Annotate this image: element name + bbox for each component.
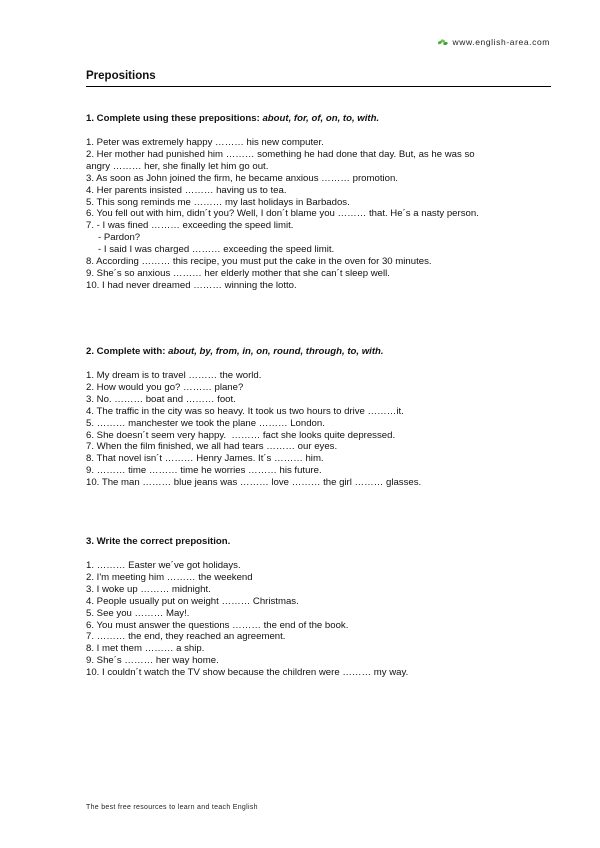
exercise-section-2 <box>86 346 556 489</box>
exercise-list <box>86 137 556 292</box>
exercise-item: 4. People usually put on weight ……… Christmas. <box>86 595 299 607</box>
exercise-item: 3. I woke up ……… midnight. <box>86 583 211 595</box>
exercise-item: 8. I met them ……… a ship. <box>86 643 205 655</box>
exercise-item: 8. That novel isn´t ……… Henry James. It´s ……… him. <box>86 453 324 465</box>
exercise-item: 1. My dream is to travel ……… the world. <box>86 370 262 381</box>
exercise-item: 6. You fell out with him, didn´t you? Well, I don´t blame you ……… that. He´s a nasty person. <box>86 208 479 220</box>
page-footer: The best free resources to learn and teach English <box>86 804 258 811</box>
exercise-item: 2. How would you go? ……… plane? <box>86 381 244 393</box>
exercise-item: 2. Her mother had punished him ……… something he had done that day. But, as he was so <box>86 148 475 160</box>
exercise-item: - I said I was charged ……… exceeding the speed limit. <box>98 244 335 256</box>
exercise-item: 1. Peter was extremely happy ……… his new computer. <box>86 137 324 148</box>
exercise-item: 5. This song reminds me ……… my last holidays in Barbados. <box>86 196 350 208</box>
exercise-item: 4. Her parents insisted ……… having us to tea. <box>86 184 287 196</box>
exercise-item: 6. She doesn´t seem very happy. ……… fact she looks quite depressed. <box>86 429 396 441</box>
exercise-item: 9. She´s ……… her way home. <box>86 655 219 667</box>
page-title: Prepositions <box>86 70 156 82</box>
exercise-item: 5. See you ……… May!. <box>86 607 190 619</box>
exercise-item: 7. When the film finished, we all had tears ……… our eyes. <box>86 441 338 453</box>
exercise-item: 10. I had never dreamed ……… winning the lotto. <box>86 279 297 291</box>
exercise-item: 5. ……… manchester we took the plane ……… London. <box>86 417 325 429</box>
leaf-icon <box>437 38 449 47</box>
exercise-list <box>86 370 556 489</box>
exercise-section-3 <box>86 536 556 679</box>
exercise-item: angry ……… her, she finally let him go out. <box>86 160 269 172</box>
exercise-item: 9. ……… time ……… time he worries ……… his future. <box>86 465 322 477</box>
exercise-heading: 1. Complete using these prepositions: about, for, of, on, to, with. <box>86 113 380 124</box>
exercise-item: 4. The traffic in the city was so heavy. It took us two hours to drive ………it. <box>86 405 404 417</box>
exercise-item: 1. ……… Easter we´ve got holidays. <box>86 560 241 571</box>
exercise-heading: 3. Write the correct preposition. <box>86 536 231 547</box>
exercise-list <box>86 560 556 679</box>
exercise-item: 7. - I was fined ……… exceeding the speed limit. <box>86 220 294 232</box>
exercise-item: 3. As soon as John joined the firm, he became anxious ……… promotion. <box>86 172 398 184</box>
title-divider <box>86 86 551 87</box>
exercise-item: 8. According ……… this recipe, you must put the cake in the oven for 30 minutes. <box>86 256 432 268</box>
site-url[interactable]: www.english-area.com <box>452 37 550 47</box>
exercise-section-1 <box>86 113 556 292</box>
exercise-item: 6. You must answer the questions ……… the end of the book. <box>86 619 349 631</box>
exercise-item: 10. The man ……… blue jeans was ……… love ……… the girl ……… glasses. <box>86 477 422 489</box>
exercise-item: 10. I couldn´t watch the TV show because the children were ……… my way. <box>86 667 409 679</box>
exercise-item: 9. She´s so anxious ……… her elderly mother that she can´t sleep well. <box>86 267 390 279</box>
site-header <box>437 37 550 47</box>
exercise-item: 2. I'm meeting him ……… the weekend <box>86 571 253 583</box>
exercise-heading: 2. Complete with: about, by, from, in, on, round, through, to, with. <box>86 346 384 357</box>
exercise-item: 7. ……… the end, they reached an agreement. <box>86 631 286 643</box>
exercise-item: 3. No. ……… boat and ……… foot. <box>86 393 236 405</box>
exercise-item: - Pardon? <box>98 232 141 244</box>
